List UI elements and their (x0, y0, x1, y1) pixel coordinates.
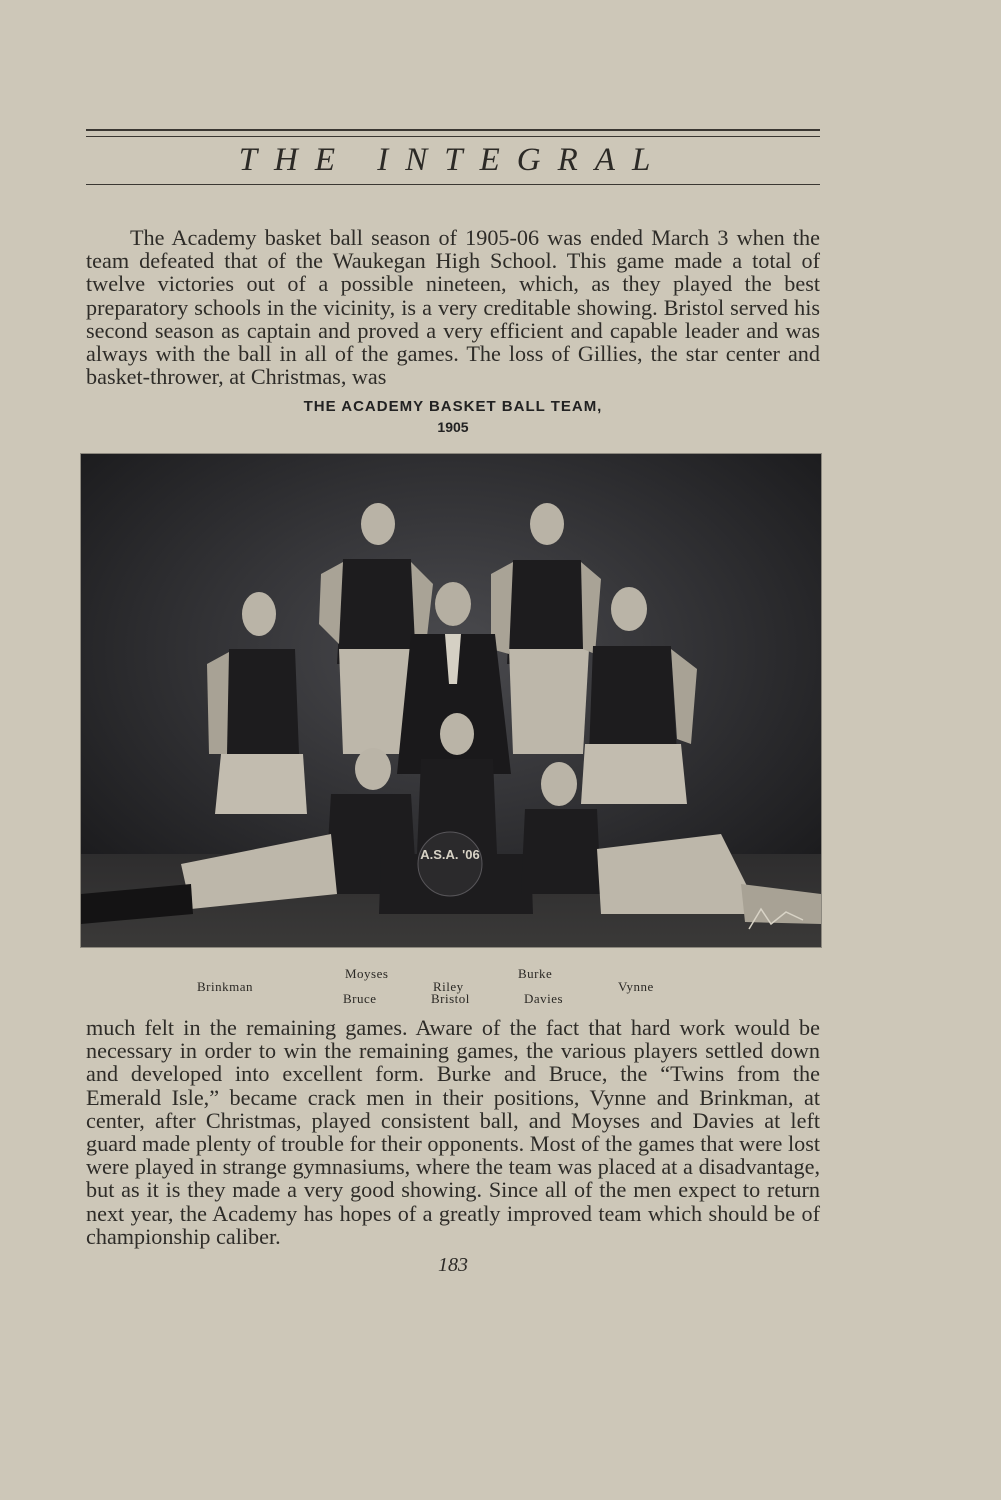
name-bristol: Bristol (431, 991, 470, 1006)
photo-year: 1905 (437, 419, 469, 435)
header-rule-bottom (86, 184, 820, 185)
paragraph: much felt in the remaining games. Aware of the fact that hard work would be necessary in order to win the remaining games, the various players settled down and developed into excellent form. Burke and Bruce, the “Twins from the Emerald Isle,” became crack men in their positions, Vynne and Brinkman, at center, after Christmas, played consistent ball, and Moyses and Davies at left guard made plenty of trouble for their opponents. Most of the games that were lost were played in strange gymnasiums, where the team was placed at a disadvantage, but as it is they made a very good showing. Since all of the men expect to return next year, the Academy has hopes of a greatly improved team which should be of championship caliber. (86, 1015, 820, 1249)
name-vynne: Vynne (618, 979, 654, 994)
name-burke: Burke (518, 966, 553, 981)
paragraph: The Academy basket ball season of 1905-06 was ended March 3 when the team defeated that of the Waukegan High School. This game made a total of twelve victories out of a possible nineteen, which, as they played the best preparatory schools in the vicinity, is a very creditable showing. Bristol served his second season as captain and proved a very efficient and capable leader and was always with the ball in all of the games. The loss of Gillies, the star center and basket-thrower, at Christmas, was (86, 225, 820, 390)
header-rule-top (86, 129, 820, 131)
name-moyses: Moyses (345, 966, 389, 981)
photo-title: THE ACADEMY BASKET BALL TEAM, (303, 398, 603, 415)
body-text-bottom (86, 1016, 820, 1248)
name-bruce: Bruce (343, 991, 377, 1006)
body-text-top (86, 226, 820, 388)
header-rule-top-thin (86, 136, 820, 137)
running-head: THE INTEGRAL (238, 142, 668, 178)
ball-lettering: A.S.A. '06 (420, 847, 480, 862)
team-photograph (80, 453, 822, 948)
basketball (418, 832, 482, 896)
name-davies: Davies (524, 991, 564, 1006)
page-number: 183 (438, 1254, 468, 1276)
name-brinkman: Brinkman (197, 979, 253, 994)
name-riley: Riley (433, 979, 464, 994)
team-photograph-image (81, 454, 821, 947)
